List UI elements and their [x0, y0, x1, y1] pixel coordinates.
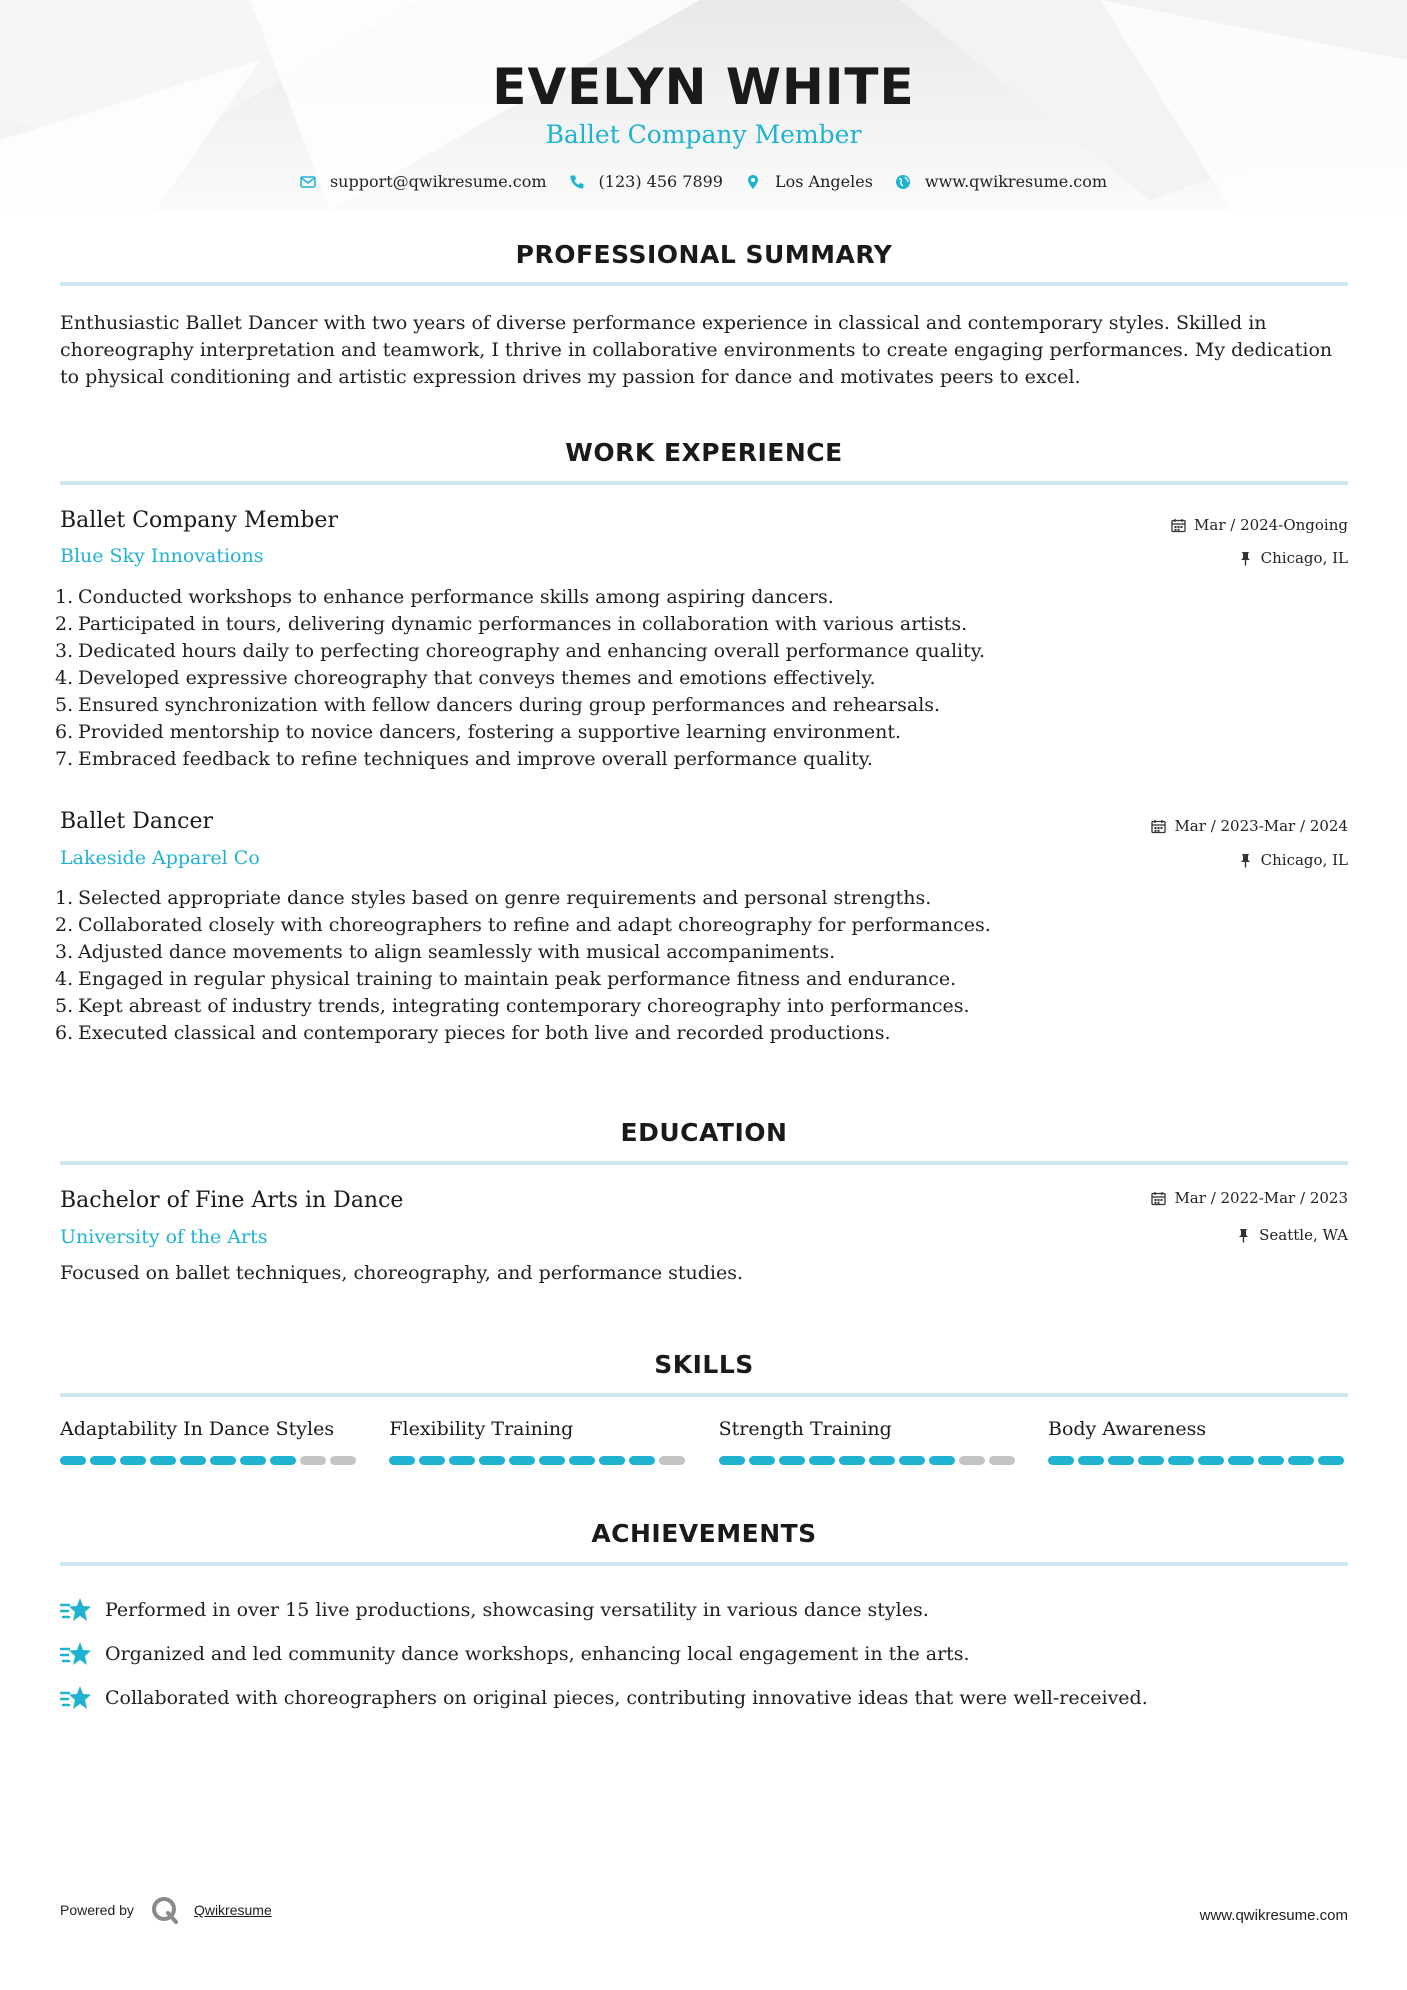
contact-phone-text: (123) 456 7899 — [598, 172, 723, 191]
skill-segment-filled — [749, 1456, 775, 1465]
skill-level-bar — [60, 1456, 360, 1465]
skill-segment-empty — [330, 1456, 356, 1465]
skill-segment-empty — [959, 1456, 985, 1465]
skill-segment-filled — [1078, 1456, 1104, 1465]
skill-segment-filled — [1168, 1456, 1194, 1465]
globe-icon — [895, 174, 911, 190]
duty-text: Embraced feedback to refine techniques and improve overall performance quality. — [78, 748, 873, 770]
contact-website-text: www.qwikresume.com — [924, 172, 1108, 191]
achievement-text: Performed in over 15 live productions, showcasing versatility in various dance styles. — [105, 1599, 929, 1621]
duty-item: 5. Ensured synchronization with fellow dancers during group performances and rehearsals. — [55, 692, 1345, 719]
skill-segment-filled — [449, 1456, 475, 1465]
company-name: Lakeside Apparel Co — [60, 847, 260, 869]
skill-segment-filled — [629, 1456, 655, 1465]
achievements-list — [60, 1588, 1350, 1720]
job-dates — [1151, 817, 1348, 835]
skill-segment-filled — [1228, 1456, 1254, 1465]
calendar-icon — [1151, 819, 1166, 834]
summary-divider — [60, 282, 1348, 286]
skill-segment-filled — [539, 1456, 565, 1465]
skill-segment-filled — [569, 1456, 595, 1465]
skill-segment-filled — [1288, 1456, 1314, 1465]
experience-divider — [60, 481, 1348, 485]
skill-segment-filled — [599, 1456, 625, 1465]
phone-icon — [569, 174, 585, 190]
skill-segment-filled — [1318, 1456, 1344, 1465]
qwikresume-link[interactable]: Qwikresume — [193, 1902, 272, 1918]
skill-name: Flexibility Training — [389, 1418, 574, 1440]
duty-item: 6. Provided mentorship to novice dancers, fostering a supportive learning environment. — [55, 719, 1345, 746]
qwikresume-logo-icon — [150, 1895, 180, 1925]
shooting-star-icon — [60, 1684, 92, 1712]
duty-item: 2. Participated in tours, delivering dynamic performances in collaboration with various artists. — [55, 611, 1345, 638]
job-title: Ballet Dancer — [60, 809, 213, 834]
skill-segment-filled — [90, 1456, 116, 1465]
achievement-item — [60, 1676, 1350, 1720]
powered-by-label: Powered by — [60, 1902, 134, 1918]
skill-segment-filled — [60, 1456, 86, 1465]
skill-item — [1048, 1418, 1348, 1465]
skill-segment-filled — [1198, 1456, 1224, 1465]
contact-location — [745, 172, 873, 191]
shooting-star-icon — [60, 1640, 92, 1668]
skill-name: Body Awareness — [1047, 1418, 1207, 1440]
job-dates — [1171, 516, 1348, 534]
achievement-text: Organized and led community dance workshops, enhancing local engagement in the arts. — [105, 1643, 970, 1665]
skill-segment-empty — [659, 1456, 685, 1465]
duty-item: 4. Developed expressive choreography that conveys themes and emotions effectively. — [55, 665, 1345, 692]
contact-email[interactable] — [300, 172, 547, 191]
calendar-icon — [1151, 1191, 1166, 1206]
pushpin-icon — [1236, 1228, 1251, 1243]
footer-website[interactable]: www.qwikresume.com — [1199, 1907, 1348, 1924]
job-title: Ballet Company Member — [60, 508, 338, 533]
skill-segment-filled — [270, 1456, 296, 1465]
skill-segment-filled — [389, 1456, 415, 1465]
duty-item: 4. Engaged in regular physical training to maintain peak performance fitness and endurance. — [55, 966, 1345, 993]
company-name: Blue Sky Innovations — [60, 545, 264, 567]
duty-item: 3. Adjusted dance movements to align seamlessly with musical accompaniments. — [55, 939, 1345, 966]
location-pin-icon — [745, 174, 761, 190]
skill-segment-filled — [929, 1456, 955, 1465]
duty-text: Participated in tours, delivering dynamic performances in collaboration with various artists. — [78, 613, 968, 635]
contact-bar — [0, 172, 1407, 191]
contact-location-text: Los Angeles — [774, 172, 873, 191]
job-dates-text: Mar / 2024-Ongoing — [1194, 516, 1348, 534]
pushpin-icon — [1238, 853, 1253, 868]
duty-text: Dedicated hours daily to perfecting choreography and enhancing overall performance quality. — [78, 640, 986, 662]
skill-segment-filled — [809, 1456, 835, 1465]
education-description: Focused on ballet techniques, choreography, and performance studies. — [60, 1262, 744, 1284]
duty-text: Kept abreast of industry trends, integrating contemporary choreography into performances. — [78, 995, 970, 1017]
duty-text: Conducted workshops to enhance performance skills among aspiring dancers. — [78, 586, 834, 608]
achievement-text: Collaborated with choreographers on original pieces, contributing innovative ideas that were well-received. — [105, 1687, 1148, 1709]
summary-heading: PROFESSIONAL SUMMARY — [515, 240, 893, 269]
job-location — [1238, 851, 1348, 869]
skill-segment-filled — [210, 1456, 236, 1465]
skill-segment-filled — [1138, 1456, 1164, 1465]
skill-level-bar — [719, 1456, 1019, 1465]
envelope-icon — [300, 174, 316, 190]
duty-text: Provided mentorship to novice dancers, fostering a supportive learning environment. — [78, 721, 902, 743]
pushpin-icon — [1238, 551, 1253, 566]
contact-phone[interactable] — [569, 172, 723, 191]
job-location-text: Chicago, IL — [1260, 851, 1348, 869]
skills-heading: SKILLS — [654, 1350, 754, 1379]
achievement-item — [60, 1588, 1350, 1632]
summary-text: Enthusiastic Ballet Dancer with two years of diverse performance experience in classical and contemporary styles. Skilled in choreography interpretation and teamwork, I thrive in collaborative environments to create engaging performances. My dedication to physical conditioning and artistic expression drives my passion for dance and motivates peers to excel. — [60, 312, 1333, 388]
duty-item: 5. Kept abreast of industry trends, integrating contemporary choreography into performances. — [55, 993, 1345, 1020]
skill-segment-filled — [1108, 1456, 1134, 1465]
skills-grid — [60, 1418, 1348, 1465]
education-location — [1236, 1226, 1348, 1244]
skill-segment-empty — [989, 1456, 1015, 1465]
job-dates-text: Mar / 2023-Mar / 2024 — [1174, 817, 1348, 835]
skill-item — [60, 1418, 360, 1465]
duty-text: Collaborated closely with choreographers to refine and adapt choreography for performances. — [78, 914, 991, 936]
duty-text: Developed expressive choreography that conveys themes and emotions effectively. — [78, 667, 876, 689]
contact-website[interactable] — [895, 172, 1107, 191]
duty-text: Adjusted dance movements to align seamlessly with musical accompaniments. — [78, 941, 836, 963]
skill-name: Adaptability In Dance Styles — [60, 1418, 335, 1440]
education-dates — [1151, 1189, 1348, 1207]
education-divider — [60, 1161, 1348, 1165]
skill-item — [719, 1418, 1019, 1465]
job-location — [1238, 549, 1348, 567]
duty-item: 2. Collaborated closely with choreographers to refine and adapt choreography for performances. — [55, 912, 1345, 939]
duty-item: 1. Conducted workshops to enhance performance skills among aspiring dancers. — [55, 584, 1345, 611]
powered-by — [60, 1895, 272, 1925]
skill-segment-filled — [419, 1456, 445, 1465]
contact-email-text: support@qwikresume.com — [329, 172, 547, 191]
duty-text: Executed classical and contemporary pieces for both live and recorded productions. — [78, 1022, 891, 1044]
achievements-heading: ACHIEVEMENTS — [591, 1519, 817, 1548]
education-dates-text: Mar / 2022-Mar / 2023 — [1174, 1189, 1348, 1207]
education-location-text: Seattle, WA — [1259, 1226, 1348, 1244]
skill-segment-filled — [120, 1456, 146, 1465]
skill-segment-filled — [509, 1456, 535, 1465]
skill-segment-filled — [180, 1456, 206, 1465]
skill-segment-filled — [1048, 1456, 1074, 1465]
shooting-star-icon — [60, 1596, 92, 1624]
experience-heading: WORK EXPERIENCE — [565, 438, 843, 467]
achievements-divider — [60, 1562, 1348, 1566]
duty-text: Ensured synchronization with fellow dancers during group performances and rehearsals. — [78, 694, 941, 716]
degree-name: Bachelor of Fine Arts in Dance — [60, 1188, 404, 1213]
duty-text: Selected appropriate dance styles based on genre requirements and personal strengths. — [78, 887, 932, 909]
duty-text: Engaged in regular physical training to maintain peak performance fitness and endurance. — [78, 968, 957, 990]
skills-divider — [60, 1393, 1348, 1397]
job-location-text: Chicago, IL — [1260, 549, 1348, 567]
candidate-name: EVELYN WHITE — [492, 58, 915, 116]
skill-segment-filled — [779, 1456, 805, 1465]
job-title-headline: Ballet Company Member — [545, 120, 862, 149]
achievement-item — [60, 1632, 1350, 1676]
duty-item: 7. Embraced feedback to refine techniques and improve overall performance quality. — [55, 746, 1345, 773]
skill-segment-filled — [869, 1456, 895, 1465]
job-duties-list — [55, 885, 1345, 1047]
skill-segment-filled — [899, 1456, 925, 1465]
duty-item: 3. Dedicated hours daily to perfecting choreography and enhancing overall performance quality. — [55, 638, 1345, 665]
duty-item: 1. Selected appropriate dance styles based on genre requirements and personal strengths. — [55, 885, 1345, 912]
skill-segment-empty — [300, 1456, 326, 1465]
skill-segment-filled — [719, 1456, 745, 1465]
skill-segment-filled — [479, 1456, 505, 1465]
skill-level-bar — [389, 1456, 689, 1465]
job-duties-list — [55, 584, 1345, 773]
skill-item — [389, 1418, 689, 1465]
school-name: University of the Arts — [60, 1226, 268, 1248]
skill-segment-filled — [150, 1456, 176, 1465]
calendar-icon — [1171, 518, 1186, 533]
skill-segment-filled — [1258, 1456, 1284, 1465]
skill-segment-filled — [240, 1456, 266, 1465]
skill-segment-filled — [839, 1456, 865, 1465]
duty-item: 6. Executed classical and contemporary pieces for both live and recorded productions. — [55, 1020, 1345, 1047]
skill-level-bar — [1048, 1456, 1348, 1465]
education-heading: EDUCATION — [620, 1118, 788, 1147]
skill-name: Strength Training — [718, 1418, 892, 1440]
